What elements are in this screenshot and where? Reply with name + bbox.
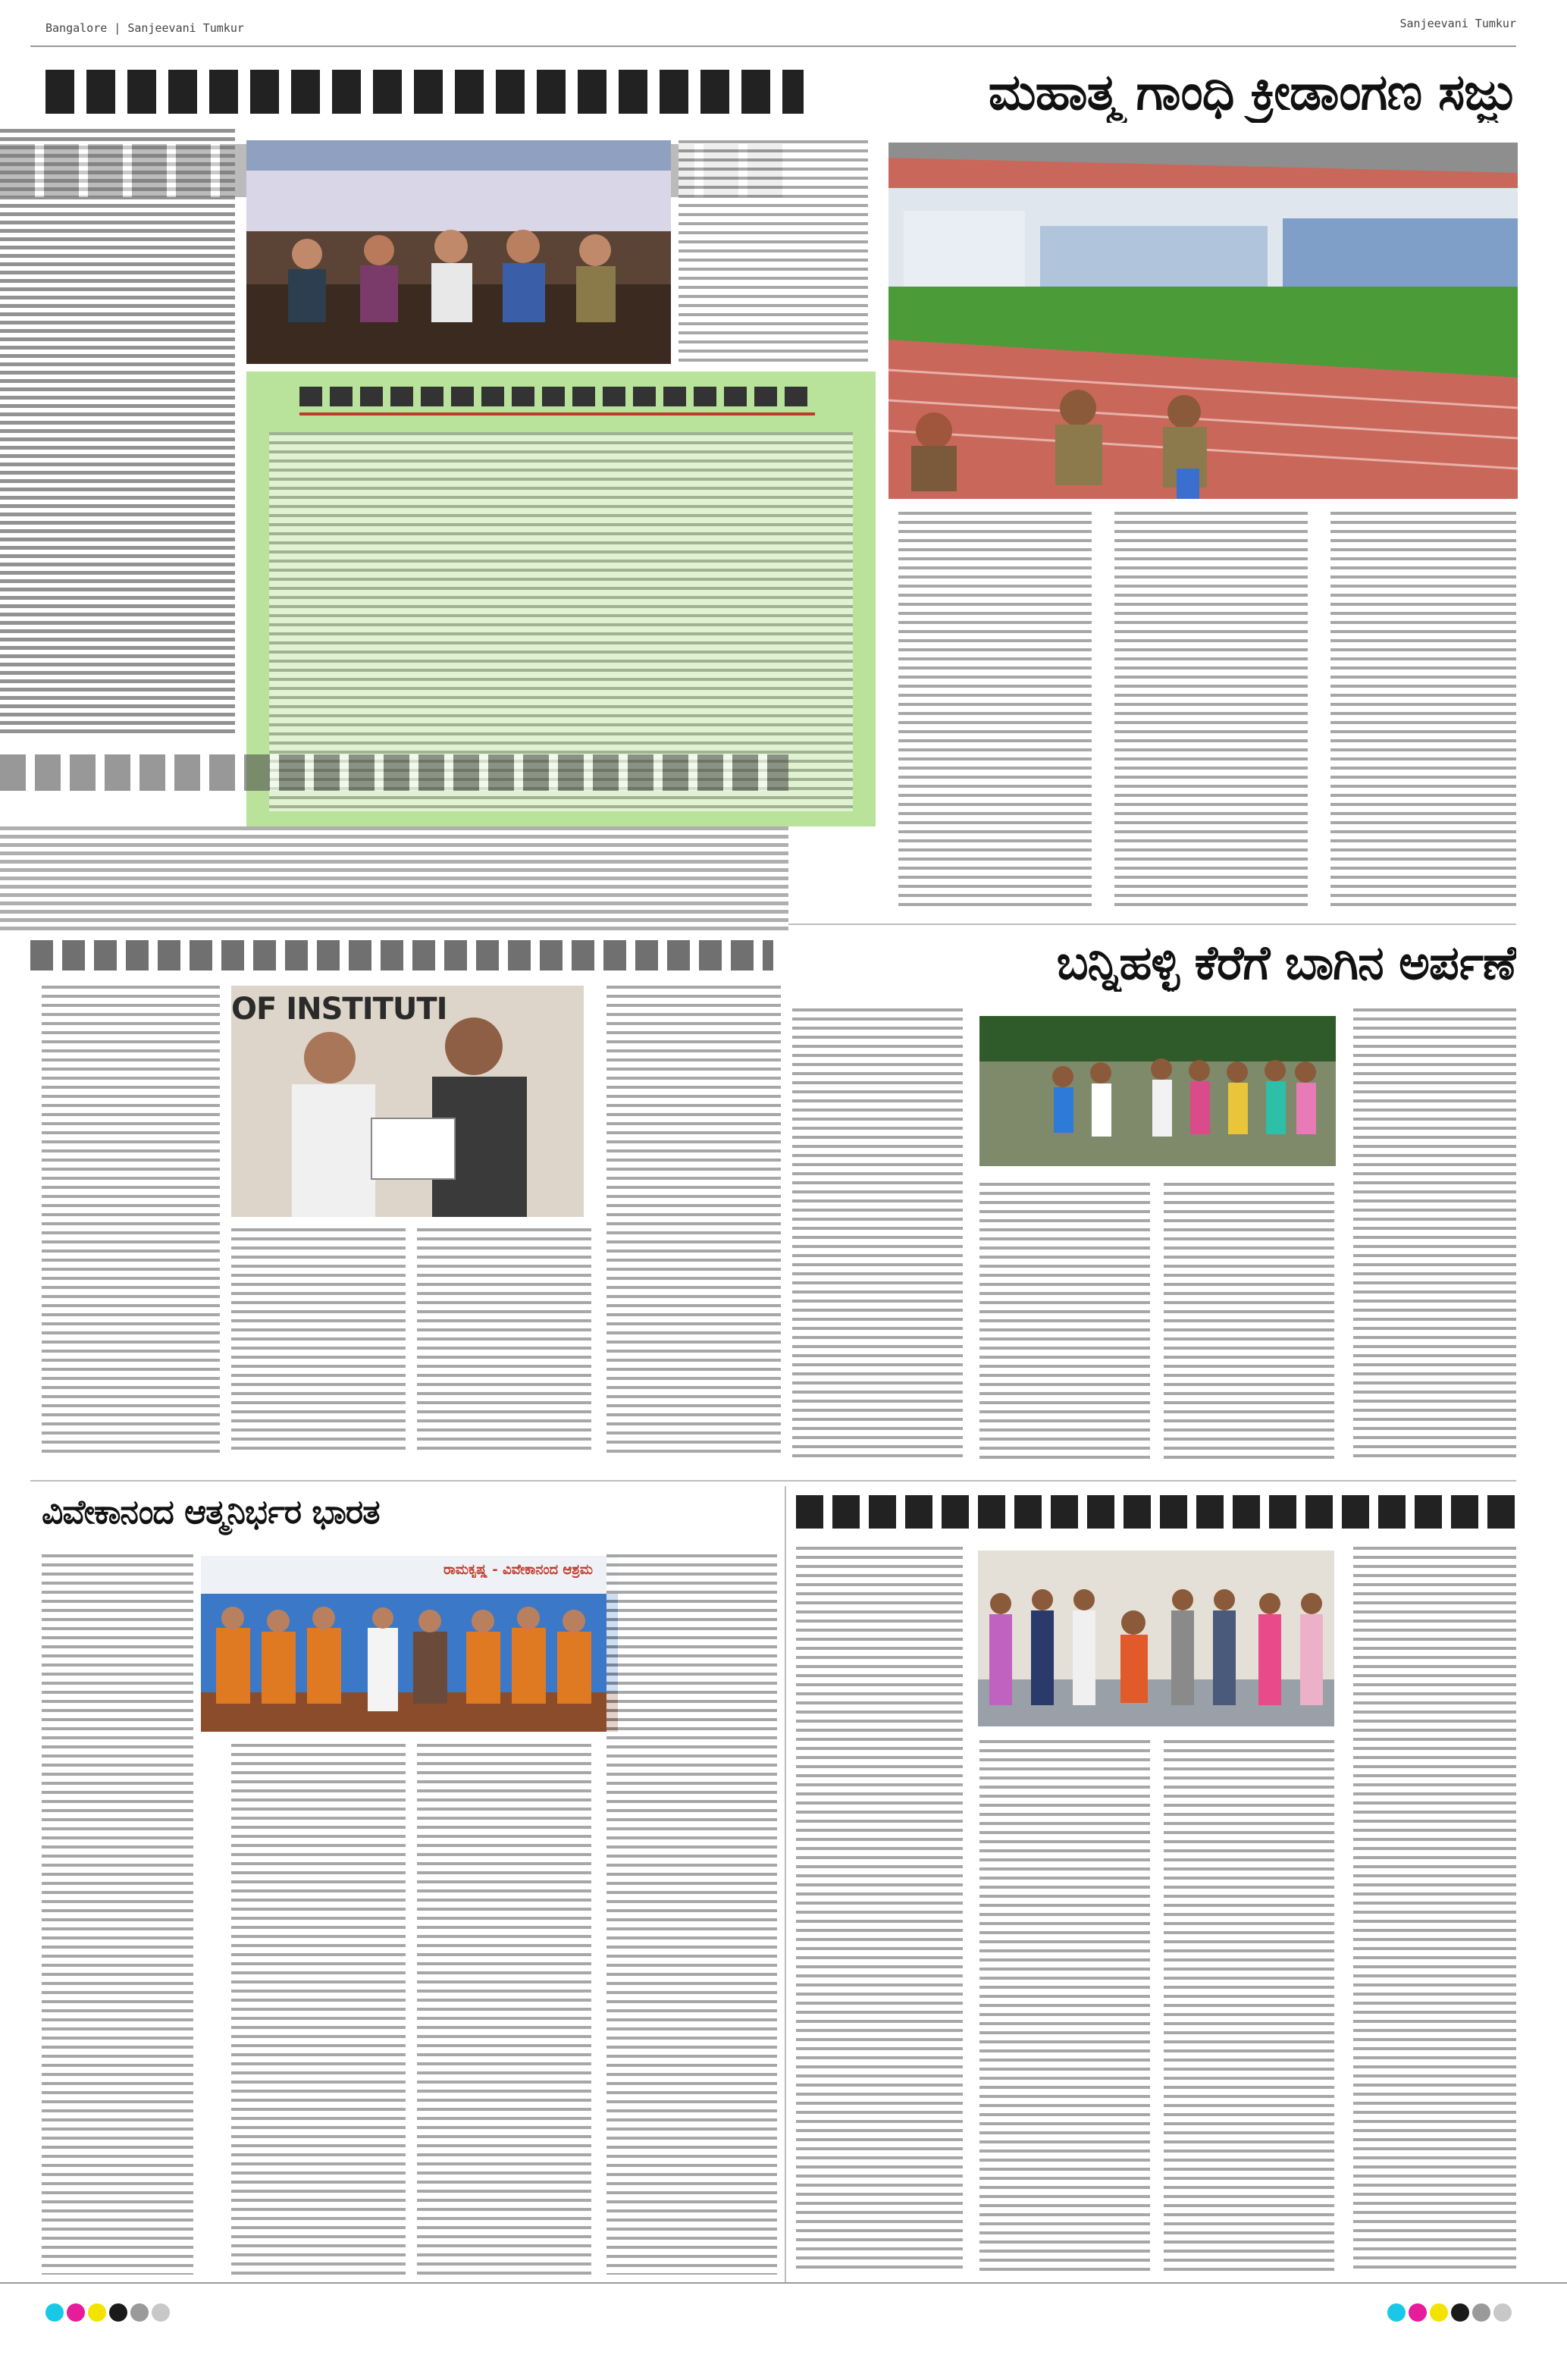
left-column-text: [0, 129, 235, 735]
felicitation-col-3: [1164, 1740, 1334, 2275]
headline-lake: ಬನ್ನಿಹಳ್ಳಿ ಕೆರೆಗೆ ಬಾಗಿನ ಅರ್ಪಣೆ: [1056, 935, 1516, 990]
registration-magenta-dot: [67, 2303, 85, 2322]
top-middle-text: [679, 140, 868, 364]
bottom-rule: [0, 2282, 1567, 2284]
registration-marks-right: [1387, 2303, 1515, 2322]
stadium-col-1: [898, 512, 1092, 910]
highlight-box-underline: [299, 412, 815, 415]
registration-cyan-dot: [1387, 2303, 1406, 2322]
stadium-col-2: [1114, 512, 1308, 910]
felicitation-col-1: [796, 1547, 963, 2275]
headline-felicitation-marks: [796, 1495, 1516, 1529]
stadium-col-3: [1330, 512, 1516, 910]
ashram-col-left: [42, 1554, 193, 2275]
lake-top-rule: [788, 923, 1516, 925]
registration-cyan-dot: [45, 2303, 64, 2322]
registration-grey-dot: [1472, 2303, 1490, 2322]
headline-stadium-lead-marks: [45, 70, 804, 114]
column-divider-mid: [785, 1486, 786, 2282]
mou-photo-sign: OF INSTITUTI: [231, 992, 447, 1027]
masthead-right: Sanjeevani Tumkur: [1399, 17, 1516, 30]
mou-col-right: [606, 986, 781, 1456]
ashram-col-right: [606, 1554, 777, 2275]
registration-grey-dot: [130, 2303, 149, 2322]
felicitation-col-2: [979, 1740, 1150, 2275]
headline-ashram: ವಿವೇಕಾನಂದ ಆತ್ಮನಿರ್ಭರ ಭಾರತ: [42, 1493, 380, 1532]
registration-magenta-dot: [1409, 2303, 1427, 2322]
headline-stadium: ಮಹಾತ್ಮ ಗಾಂಧಿ ಕ್ರೀಡಾಂಗಣ ಸಜ್ಜು: [988, 63, 1516, 121]
registration-lightgrey-dot: [152, 2303, 170, 2322]
ashram-photo-sign: ರಾಮಕೃಷ್ಣ - ವಿವೇಕಾನಂದ ಆಶ್ರಮ: [443, 1562, 593, 1578]
registration-lightgrey-dot: [1493, 2303, 1512, 2322]
lake-photo: [979, 1016, 1336, 1166]
mou-photo: [231, 986, 584, 1217]
registration-yellow-dot: [1430, 2303, 1448, 2322]
ashram-col-a: [231, 1744, 406, 2275]
ghost-headline-lower: [30, 940, 773, 971]
section-divider: [30, 1480, 1516, 1482]
lake-col-2: [979, 1183, 1150, 1463]
registration-black-dot: [109, 2303, 127, 2322]
ashram-col-b: [417, 1744, 591, 2275]
lake-col-3: [1164, 1183, 1334, 1463]
registration-yellow-dot: [88, 2303, 106, 2322]
lake-col-4: [1353, 1008, 1516, 1463]
registration-marks-left: [45, 2303, 173, 2322]
mid-left-overprint: [0, 826, 788, 933]
felicitation-photo: [978, 1551, 1334, 1726]
ashram-event-photo: [201, 1556, 618, 1732]
registration-black-dot: [1451, 2303, 1469, 2322]
mou-col-a: [231, 1228, 406, 1456]
masthead-left: Bangalore | Sanjeevani Tumkur: [45, 21, 244, 35]
highlight-box-title: [299, 387, 815, 406]
press-meet-photo: [246, 140, 671, 364]
stadium-photo: [888, 143, 1518, 499]
lake-col-1: [792, 1008, 963, 1463]
felicitation-col-4: [1353, 1547, 1516, 2275]
masthead-rule: [30, 45, 1516, 47]
mou-col-b: [417, 1228, 591, 1456]
mou-col-left: [42, 986, 220, 1456]
ghost-headline-mid: [0, 754, 788, 791]
